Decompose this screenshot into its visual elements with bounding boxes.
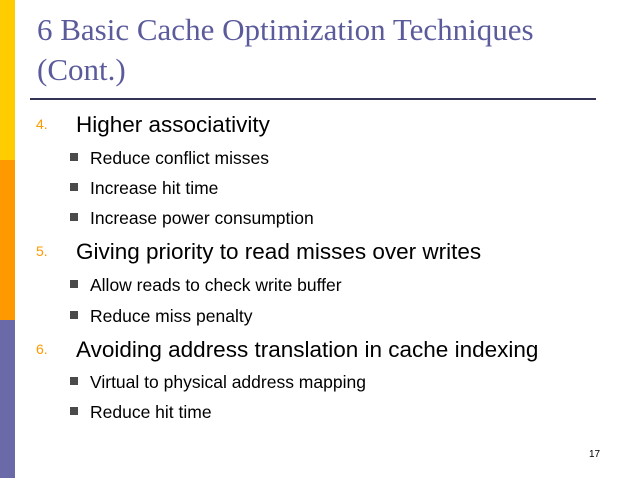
square-bullet-icon [70, 153, 78, 161]
bullet-text: Increase power consumption [90, 208, 314, 228]
bullet-text: Virtual to physical address mapping [90, 372, 366, 392]
bullet-item [70, 208, 314, 229]
bullet-text: Reduce miss penalty [90, 306, 253, 326]
list-item-4 [36, 112, 270, 138]
list-item-text: Higher associativity [76, 112, 270, 137]
list-number: 5. [36, 243, 48, 259]
bullet-text: Reduce hit time [90, 402, 212, 422]
bullet-text: Allow reads to check write buffer [90, 275, 342, 295]
square-bullet-icon [70, 311, 78, 319]
bullet-item [70, 178, 218, 199]
bullet-text: Reduce conflict misses [90, 148, 269, 168]
square-bullet-icon [70, 183, 78, 191]
list-item-5 [36, 239, 481, 265]
list-number: 4. [36, 116, 48, 132]
list-number: 6. [36, 341, 48, 357]
square-bullet-icon [70, 280, 78, 288]
list-item-text: Giving priority to read misses over writes [76, 239, 482, 264]
list-item-6 [36, 337, 538, 363]
slide-title-line2: (Cont.) [37, 52, 126, 87]
page-number: 17 [589, 449, 601, 460]
square-bullet-icon [70, 377, 78, 385]
list-item-text: Avoiding address translation in cache indexing [76, 337, 539, 362]
bullet-item [70, 402, 212, 423]
bullet-item [70, 306, 252, 327]
square-bullet-icon [70, 407, 78, 415]
slide-title-line1: 6 Basic Cache Optimization Techniques [37, 12, 534, 47]
bullet-item [70, 275, 342, 296]
bullet-item [70, 148, 269, 169]
square-bullet-icon [70, 213, 78, 221]
bullet-text: Increase hit time [90, 178, 219, 198]
bullet-item [70, 372, 366, 393]
